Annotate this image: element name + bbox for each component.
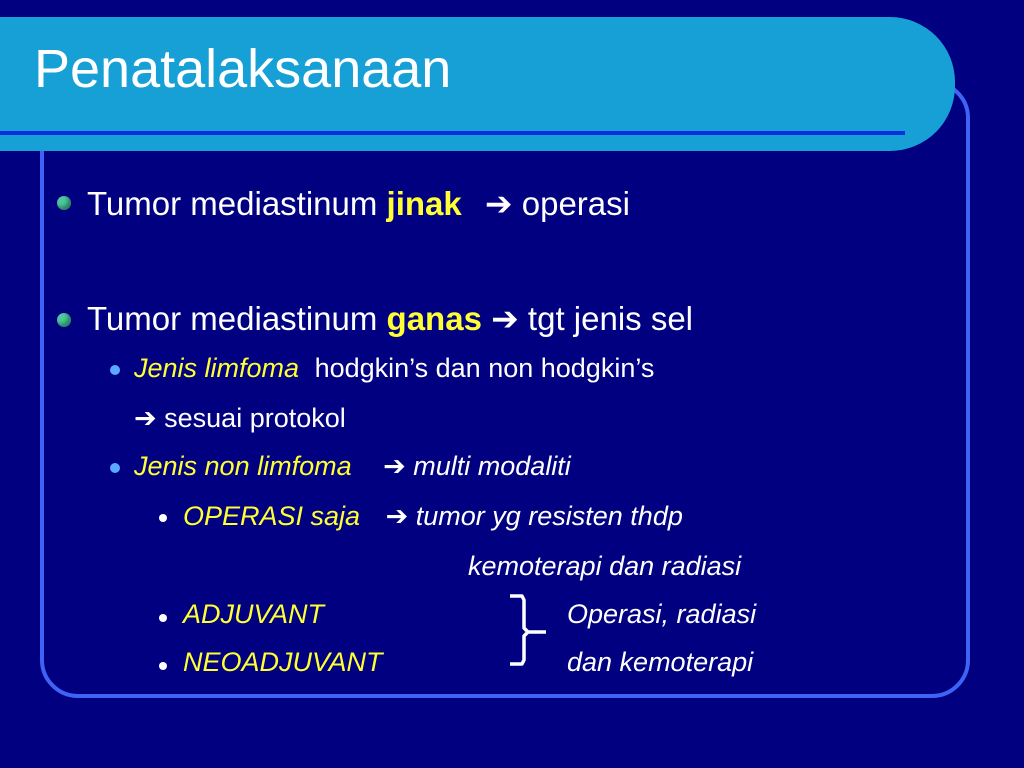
keyword-adjuvant: ADJUVANT xyxy=(183,599,325,629)
sub-bullet-dot-icon xyxy=(110,365,120,375)
keyword-jenis-limfoma: Jenis limfoma xyxy=(134,353,300,383)
sub-sub-bullet-dot-icon xyxy=(159,614,167,622)
bullet-dot-icon xyxy=(57,196,71,210)
item-adjuvant-rest: Operasi, radiasi xyxy=(567,599,757,629)
arrow-right-icon: ➔ xyxy=(385,501,409,531)
item-neoadjuvant-rest: dan kemoterapi xyxy=(567,647,754,677)
keyword-jinak: jinak xyxy=(386,185,462,222)
sub-bullet-non-limfoma xyxy=(134,453,571,480)
bullet-jinak xyxy=(87,187,630,220)
bullet-rest: tgt jenis sel xyxy=(527,300,694,337)
bullet-lead: Tumor mediastinum xyxy=(87,185,378,222)
bullet-ganas xyxy=(87,302,693,335)
bullet-rest: operasi xyxy=(521,185,630,222)
sub-bullet-limfoma xyxy=(134,355,654,382)
keyword-operasi-saja: OPERASI saja xyxy=(183,501,361,531)
item-operasi-continuation: kemoterapi dan radiasi xyxy=(468,551,742,581)
arrow-right-icon: ➔ xyxy=(484,185,513,222)
keyword-ganas: ganas xyxy=(386,300,482,337)
item-rest: tumor yg resisten thdp xyxy=(415,501,683,531)
arrow-right-icon: ➔ xyxy=(134,403,157,433)
curly-brace-icon xyxy=(500,592,556,668)
sub-bullet-rest: multi modaliti xyxy=(413,451,571,481)
sub-sub-bullet-dot-icon xyxy=(159,514,167,522)
bullet-dot-icon xyxy=(57,313,71,327)
bullet-lead: Tumor mediastinum xyxy=(87,300,378,337)
sub-bullet-rest: hodgkin’s dan non hodgkin’s xyxy=(314,353,655,383)
arrow-right-icon: ➔ xyxy=(383,451,406,481)
arrow-right-icon: ➔ xyxy=(491,300,519,337)
slide-title: Penatalaksanaan xyxy=(34,39,452,99)
keyword-jenis-non-limfoma: Jenis non limfoma xyxy=(134,451,352,481)
title-underline xyxy=(0,131,905,135)
sub-sub-bullet-dot-icon xyxy=(159,662,167,670)
sub-bullet-cont: sesuai protokol xyxy=(164,403,346,433)
sub-bullet-limfoma-continuation xyxy=(134,405,346,432)
item-operasi-saja xyxy=(183,503,683,530)
sub-bullet-dot-icon xyxy=(110,463,120,473)
keyword-neoadjuvant: NEOADJUVANT xyxy=(183,647,383,677)
